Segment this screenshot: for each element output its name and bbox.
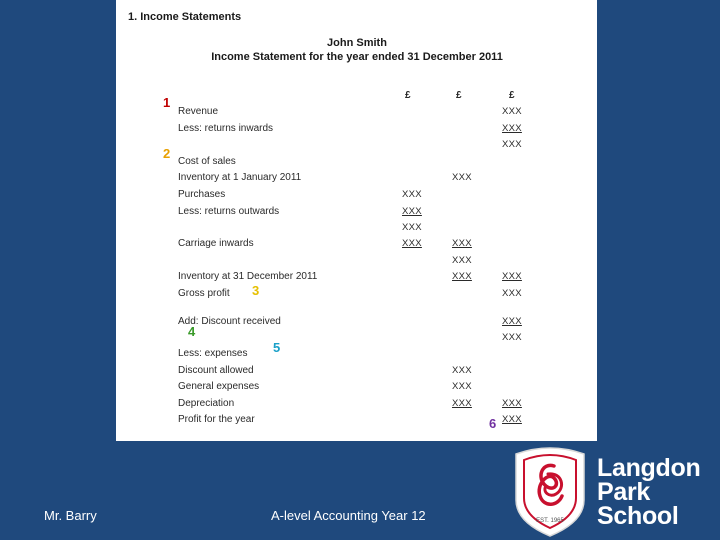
amount-cell: XXX <box>502 288 522 299</box>
school-name-line2: Park <box>597 478 651 506</box>
marker-5: 5 <box>273 340 281 355</box>
amount-cell: XXX <box>502 398 522 409</box>
amount-cell: XXX <box>452 271 472 282</box>
school-name-logo <box>597 456 700 528</box>
amount-cell: XXX <box>402 189 422 200</box>
row-cost-of-sales: Cost of sales <box>178 156 236 167</box>
row-inventory-open: Inventory at 1 January 2011 <box>178 172 302 183</box>
school-name-line1: Langdon <box>597 454 701 482</box>
amount-cell: XXX <box>452 172 472 183</box>
amount-cell: XXX <box>502 123 522 134</box>
amount-cell: XXX <box>502 106 522 117</box>
row-carriage-inwards: Carriage inwards <box>178 238 254 249</box>
footer-teacher: Mr. Barry <box>44 508 97 523</box>
marker-2: 2 <box>163 146 171 161</box>
row-revenue: Revenue <box>178 106 219 117</box>
amount-cell: XXX <box>502 139 522 150</box>
row-gross-profit: Gross profit <box>178 288 230 299</box>
school-name-line3: School <box>597 502 679 530</box>
income-statement-sheet <box>116 0 597 441</box>
amount-cell: XXX <box>402 222 422 233</box>
amount-cell: XXX <box>452 381 472 392</box>
marker-1: 1 <box>163 95 171 110</box>
row-profit-for-year: Profit for the year <box>178 414 255 425</box>
amount-cell: XXX <box>402 238 422 249</box>
amount-cell: XXX <box>452 238 472 249</box>
row-returns-outwards: Less: returns outwards <box>178 206 280 217</box>
row-purchases: Purchases <box>178 189 226 200</box>
marker-4: 4 <box>188 324 196 339</box>
row-inventory-close: Inventory at 31 December 2011 <box>178 271 318 282</box>
amount-cell: XXX <box>452 398 472 409</box>
amount-cell: XXX <box>452 255 472 266</box>
crest-est-text: EST. 1965 <box>536 518 564 524</box>
currency-header-col3: £ <box>509 90 515 101</box>
currency-header-col1: £ <box>405 90 411 101</box>
row-less-expenses: Less: expenses <box>178 348 248 359</box>
row-discount-allowed: Discount allowed <box>178 365 254 376</box>
amount-cell: XXX <box>502 414 522 425</box>
marker-3: 3 <box>252 283 260 298</box>
statement-subtitle: Income Statement for the year ended 31 December 2011 <box>211 51 503 63</box>
statement-owner: John Smith <box>327 37 387 49</box>
section-heading: 1. Income Statements <box>128 11 242 23</box>
amount-cell: XXX <box>502 332 522 343</box>
footer-course: A-level Accounting Year 12 <box>271 508 426 523</box>
currency-header-col2: £ <box>456 90 462 101</box>
marker-6: 6 <box>489 416 497 431</box>
school-crest-logo <box>510 444 590 538</box>
amount-cell: XXX <box>502 316 522 327</box>
row-depreciation: Depreciation <box>178 398 235 409</box>
amount-cell: XXX <box>402 206 422 217</box>
row-returns-inwards: Less: returns inwards <box>178 123 274 134</box>
row-general-expenses: General expenses <box>178 381 260 392</box>
row-discount-received: Add: Discount received <box>178 316 281 327</box>
amount-cell: XXX <box>452 365 472 376</box>
amount-cell: XXX <box>502 271 522 282</box>
